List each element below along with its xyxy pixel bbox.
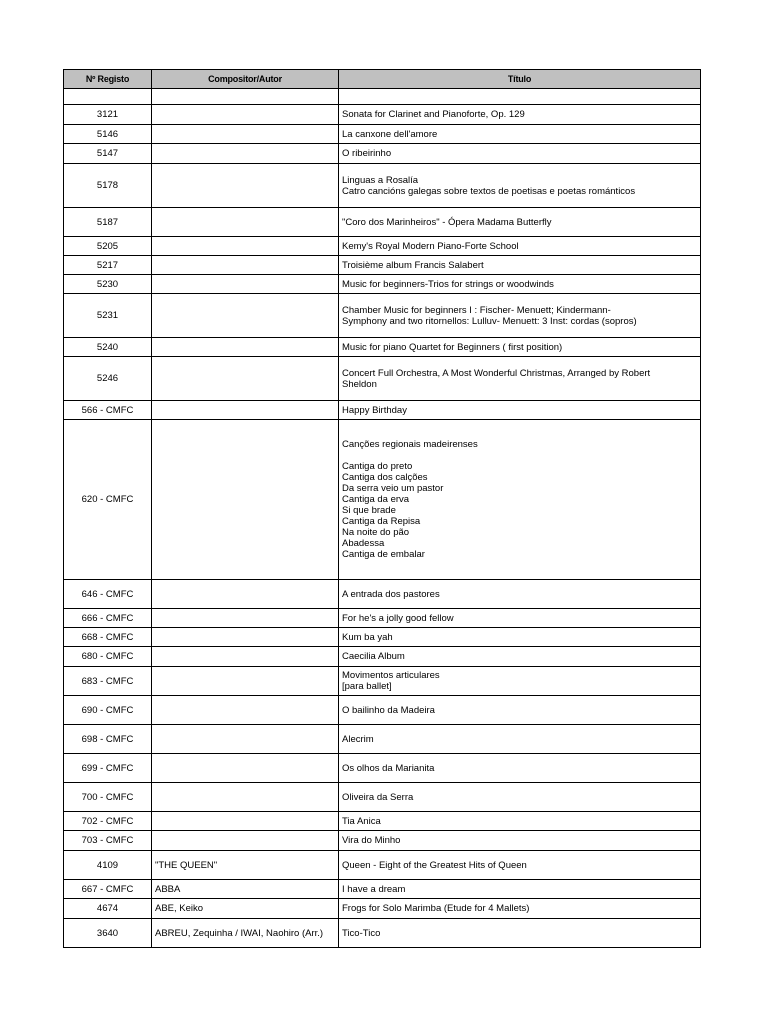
- table-row: [64, 294, 701, 338]
- cell-titulo: Troisième album Francis Salabert: [339, 256, 701, 275]
- cell-titulo: I have a dream: [339, 880, 701, 899]
- table-row: [64, 237, 701, 256]
- cell-compositor: [152, 580, 339, 609]
- cell-registo: 5230: [64, 275, 152, 294]
- cell-compositor: [152, 294, 339, 338]
- table-row: [64, 812, 701, 831]
- cell-titulo: Sonata for Clarinet and Pianoforte, Op. 129: [339, 105, 701, 125]
- cell-registo: 680 - CMFC: [64, 647, 152, 667]
- cell-registo: 566 - CMFC: [64, 401, 152, 420]
- table-row: [64, 899, 701, 919]
- cell-compositor: [152, 420, 339, 580]
- table-row: [64, 89, 701, 105]
- cell-titulo: For he's a jolly good fellow: [339, 609, 701, 628]
- table-row: [64, 609, 701, 628]
- cell-compositor: [152, 754, 339, 783]
- cell-registo: 4109: [64, 851, 152, 880]
- table-row: [64, 725, 701, 754]
- cell-compositor: [152, 609, 339, 628]
- cell-compositor: [152, 89, 339, 105]
- cell-compositor: [152, 237, 339, 256]
- cell-compositor: [152, 725, 339, 754]
- table-row: [64, 580, 701, 609]
- cell-compositor: [152, 812, 339, 831]
- table-row: [64, 880, 701, 899]
- table-row: [64, 144, 701, 164]
- cell-registo: 5217: [64, 256, 152, 275]
- cell-compositor: [152, 401, 339, 420]
- cell-registo: 620 - CMFC: [64, 420, 152, 580]
- table-row: [64, 275, 701, 294]
- cell-compositor: ABBA: [152, 880, 339, 899]
- cell-titulo: O bailinho da Madeira: [339, 696, 701, 725]
- cell-compositor: ABREU, Zequinha / IWAI, Naohiro (Arr.): [152, 919, 339, 948]
- cell-titulo: Music for beginners-Trios for strings or woodwinds: [339, 275, 701, 294]
- table-row: [64, 628, 701, 647]
- table-row: [64, 125, 701, 144]
- cell-registo: 5178: [64, 164, 152, 208]
- cell-compositor: [152, 696, 339, 725]
- cell-compositor: [152, 647, 339, 667]
- table-row: [64, 831, 701, 851]
- cell-titulo: O ribeirinho: [339, 144, 701, 164]
- cell-titulo: Oliveira da Serra: [339, 783, 701, 812]
- cell-compositor: "THE QUEEN": [152, 851, 339, 880]
- cell-registo: 5187: [64, 208, 152, 237]
- cell-registo: 5146: [64, 125, 152, 144]
- cell-registo: 700 - CMFC: [64, 783, 152, 812]
- table-row: [64, 401, 701, 420]
- cell-registo: [64, 89, 152, 105]
- cell-registo: 667 - CMFC: [64, 880, 152, 899]
- cell-titulo: Chamber Music for beginners I : Fischer- Menuett; Kindermann- Symphony and two ritornellos: Lulluv- Menuett: 3 Inst: cordas (sopros): [339, 294, 701, 338]
- cell-registo: 3640: [64, 919, 152, 948]
- cell-compositor: [152, 208, 339, 237]
- header-row: [64, 70, 701, 89]
- cell-compositor: [152, 338, 339, 357]
- cell-titulo: A entrada dos pastores: [339, 580, 701, 609]
- cell-compositor: [152, 628, 339, 647]
- cell-titulo: Queen - Eight of the Greatest Hits of Queen: [339, 851, 701, 880]
- cell-compositor: [152, 125, 339, 144]
- header-compositor: Compositor/Autor: [152, 70, 339, 89]
- cell-titulo: Frogs for Solo Marimba (Etude for 4 Mallets): [339, 899, 701, 919]
- cell-compositor: [152, 831, 339, 851]
- cell-registo: 698 - CMFC: [64, 725, 152, 754]
- cell-titulo: Linguas a Rosalía Catro cancións galegas sobre textos de poetisas e poetas románticos: [339, 164, 701, 208]
- cell-titulo: Vira do Minho: [339, 831, 701, 851]
- cell-compositor: [152, 667, 339, 696]
- table-row: [64, 105, 701, 125]
- cell-titulo: [339, 89, 701, 105]
- cell-titulo: Music for piano Quartet for Beginners ( first position): [339, 338, 701, 357]
- cell-compositor: ABE, Keiko: [152, 899, 339, 919]
- cell-compositor: [152, 275, 339, 294]
- cell-compositor: [152, 164, 339, 208]
- table-row: [64, 208, 701, 237]
- cell-registo: 5246: [64, 357, 152, 401]
- header-registo: Nº Registo: [64, 70, 152, 89]
- cell-registo: 5205: [64, 237, 152, 256]
- cell-registo: 703 - CMFC: [64, 831, 152, 851]
- table-row: [64, 256, 701, 275]
- cell-registo: 668 - CMFC: [64, 628, 152, 647]
- cell-registo: 5147: [64, 144, 152, 164]
- table-row: [64, 647, 701, 667]
- cell-registo: 683 - CMFC: [64, 667, 152, 696]
- cell-titulo: Caecilia Album: [339, 647, 701, 667]
- cell-compositor: [152, 105, 339, 125]
- table-header: [64, 70, 701, 89]
- cell-registo: 690 - CMFC: [64, 696, 152, 725]
- cell-titulo: La canxone dell'amore: [339, 125, 701, 144]
- table-row: [64, 164, 701, 208]
- table-row: [64, 919, 701, 948]
- cell-titulo: Happy Birthday: [339, 401, 701, 420]
- cell-registo: 3121: [64, 105, 152, 125]
- cell-titulo: Movimentos articulares [para ballet]: [339, 667, 701, 696]
- cell-titulo: Kum ba yah: [339, 628, 701, 647]
- cell-titulo: Tia Anica: [339, 812, 701, 831]
- cell-registo: 646 - CMFC: [64, 580, 152, 609]
- cell-titulo: Kemy's Royal Modern Piano-Forte School: [339, 237, 701, 256]
- cell-registo: 666 - CMFC: [64, 609, 152, 628]
- table-row: [64, 338, 701, 357]
- cell-compositor: [152, 144, 339, 164]
- table-row: [64, 851, 701, 880]
- cell-titulo: Os olhos da Marianita: [339, 754, 701, 783]
- header-titulo: Título: [339, 70, 701, 89]
- table-row: [64, 420, 701, 580]
- cell-compositor: [152, 357, 339, 401]
- cell-registo: 702 - CMFC: [64, 812, 152, 831]
- table-row: [64, 357, 701, 401]
- table-row: [64, 754, 701, 783]
- cell-titulo: Concert Full Orchestra, A Most Wonderful Christmas, Arranged by Robert Sheldon: [339, 357, 701, 401]
- table-body: [64, 89, 701, 948]
- cell-titulo: "Coro dos Marinheiros" - Ópera Madama Butterfly: [339, 208, 701, 237]
- cell-registo: 5240: [64, 338, 152, 357]
- table-row: [64, 696, 701, 725]
- table-row: [64, 783, 701, 812]
- register-table: [63, 69, 701, 948]
- cell-titulo: Canções regionais madeirenses Cantiga do preto Cantiga dos calções Da serra veio um pastor Cantiga da erva Si que brade Cantiga da Repisa Na noite do pão Abadessa Cantiga de embalar: [339, 420, 701, 580]
- cell-titulo: Alecrim: [339, 725, 701, 754]
- cell-compositor: [152, 783, 339, 812]
- cell-registo: 699 - CMFC: [64, 754, 152, 783]
- cell-registo: 5231: [64, 294, 152, 338]
- table-row: [64, 667, 701, 696]
- cell-registo: 4674: [64, 899, 152, 919]
- cell-titulo: Tico-Tico: [339, 919, 701, 948]
- cell-compositor: [152, 256, 339, 275]
